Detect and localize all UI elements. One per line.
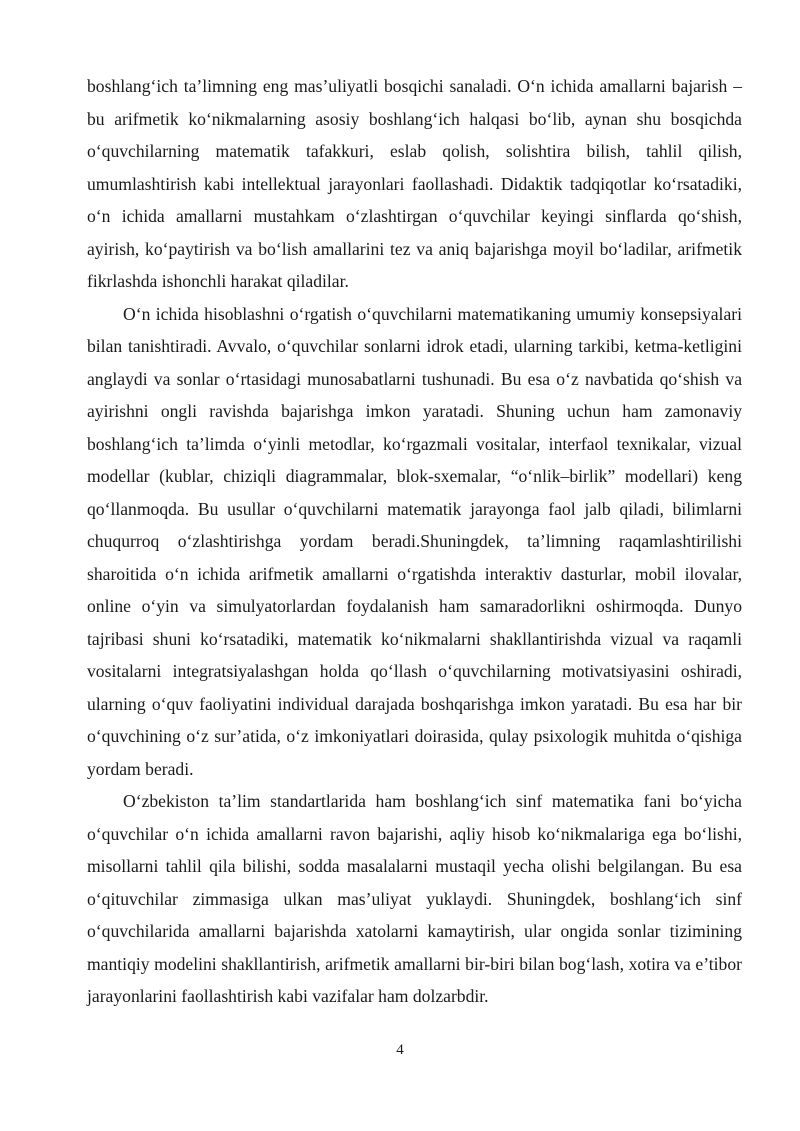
paragraph-continued: boshlang‘ich ta’limning eng mas’uliyatli bosqichi sanaladi. O‘n ichida amallarni bajarish – bu arifmetik ko‘nikmalarning asosiy boshlang‘ich halqasi bo‘lib, aynan shu bosqichda o‘quvchilarning matematik tafakkuri, eslab qolish, solishtira bilish, tahlil qilish, umumlashtirish kabi intellektual jarayonlari faollashadi. Didaktik tadqiqotlar ko‘rsatadiki, o‘n ichida amallarni mustahkam o‘zlashtirgan o‘quvchilar keyingi sinflarda qo‘shish, ayirish, ko‘paytirish va bo‘lish amallarini tez va aniq bajarishga moyil bo‘ladilar, arifmetik fikrlashda ishonchli harakat qiladilar. (87, 76, 742, 291)
paragraph: O‘zbekiston ta’lim standartlarida ham boshlang‘ich sinf matematika fani bo‘yicha o‘quvchilar o‘n ichida amallarni ravon bajarishi, aqliy hisob ko‘nikmalariga ega bo‘lishi, misollarni tahlil qila bilishi, sodda masalalarni mustaqil yecha olishi belgilangan. Bu esa o‘qituvchilar zimmasiga ulkan mas’uliyat yuklaydi. Shuningdek, boshlang‘ich sinf o‘quvchilarida amallarni bajarishda xatolarni kamaytirish, ular ongida sonlar tizimining mantiqiy modelini shakllantirish, arifmetik amallarni bir-biri bilan bog‘lash, xotira va e’tibor jarayonlarini faollashtirish kabi vazifalar ham dolzarbdir. (87, 791, 742, 1006)
paragraph: O‘n ichida hisoblashni o‘rgatish o‘quvchilarni matematikaning umumiy konsepsiyalari bilan tanishtiradi. Avvalo, o‘quvchilar sonlarni idrok etadi, ularning tarkibi, ketma-ketligini anglaydi va sonlar o‘rtasidagi munosabatlarni tushunadi. Bu esa o‘z navbatida qo‘shish va ayirishni ongli ravishda bajarishga imkon yaratadi. Shuning uchun ham zamonaviy boshlang‘ich ta’limda o‘yinli metodlar, ko‘rgazmali vositalar, interfaol texnikalar, vizual modellar (kublar, chiziqli diagrammalar, blok-sxemalar, “o‘nlik–birlik” modellari) keng qo‘llanmoqda. Bu usullar o‘quvchilarni matematik jarayonga faol jalb qiladi, bilimlarni chuqurroq o‘zlashtirishga yordam beradi.Shuningdek, ta’limning raqamlashtirilishi sharoitida o‘n ichida arifmetik amallarni o‘rgatishda interaktiv dasturlar, mobil ilovalar, online o‘yin va simulyatorlardan foydalanish ham samaradorlikni oshirmoqda. Dunyo tajribasi shuni ko‘rsatadiki, matematik ko‘nikmalarni shakllantirishda vizual va raqamli vositalarni integratsiyalashgan holda qo‘llash o‘quvchilarning motivatsiyasini oshiradi, ularning o‘quv faoliyatini individual darajada boshqarishga imkon yaratadi. Bu esa har bir o‘quvchining o‘z sur’atida, o‘z imkoniyatlari doirasida, qulay psixologik muhitda o‘qishiga yordam beradi. (87, 303, 742, 779)
page-number: 4 (396, 1042, 404, 1058)
body-text (87, 70, 742, 1013)
